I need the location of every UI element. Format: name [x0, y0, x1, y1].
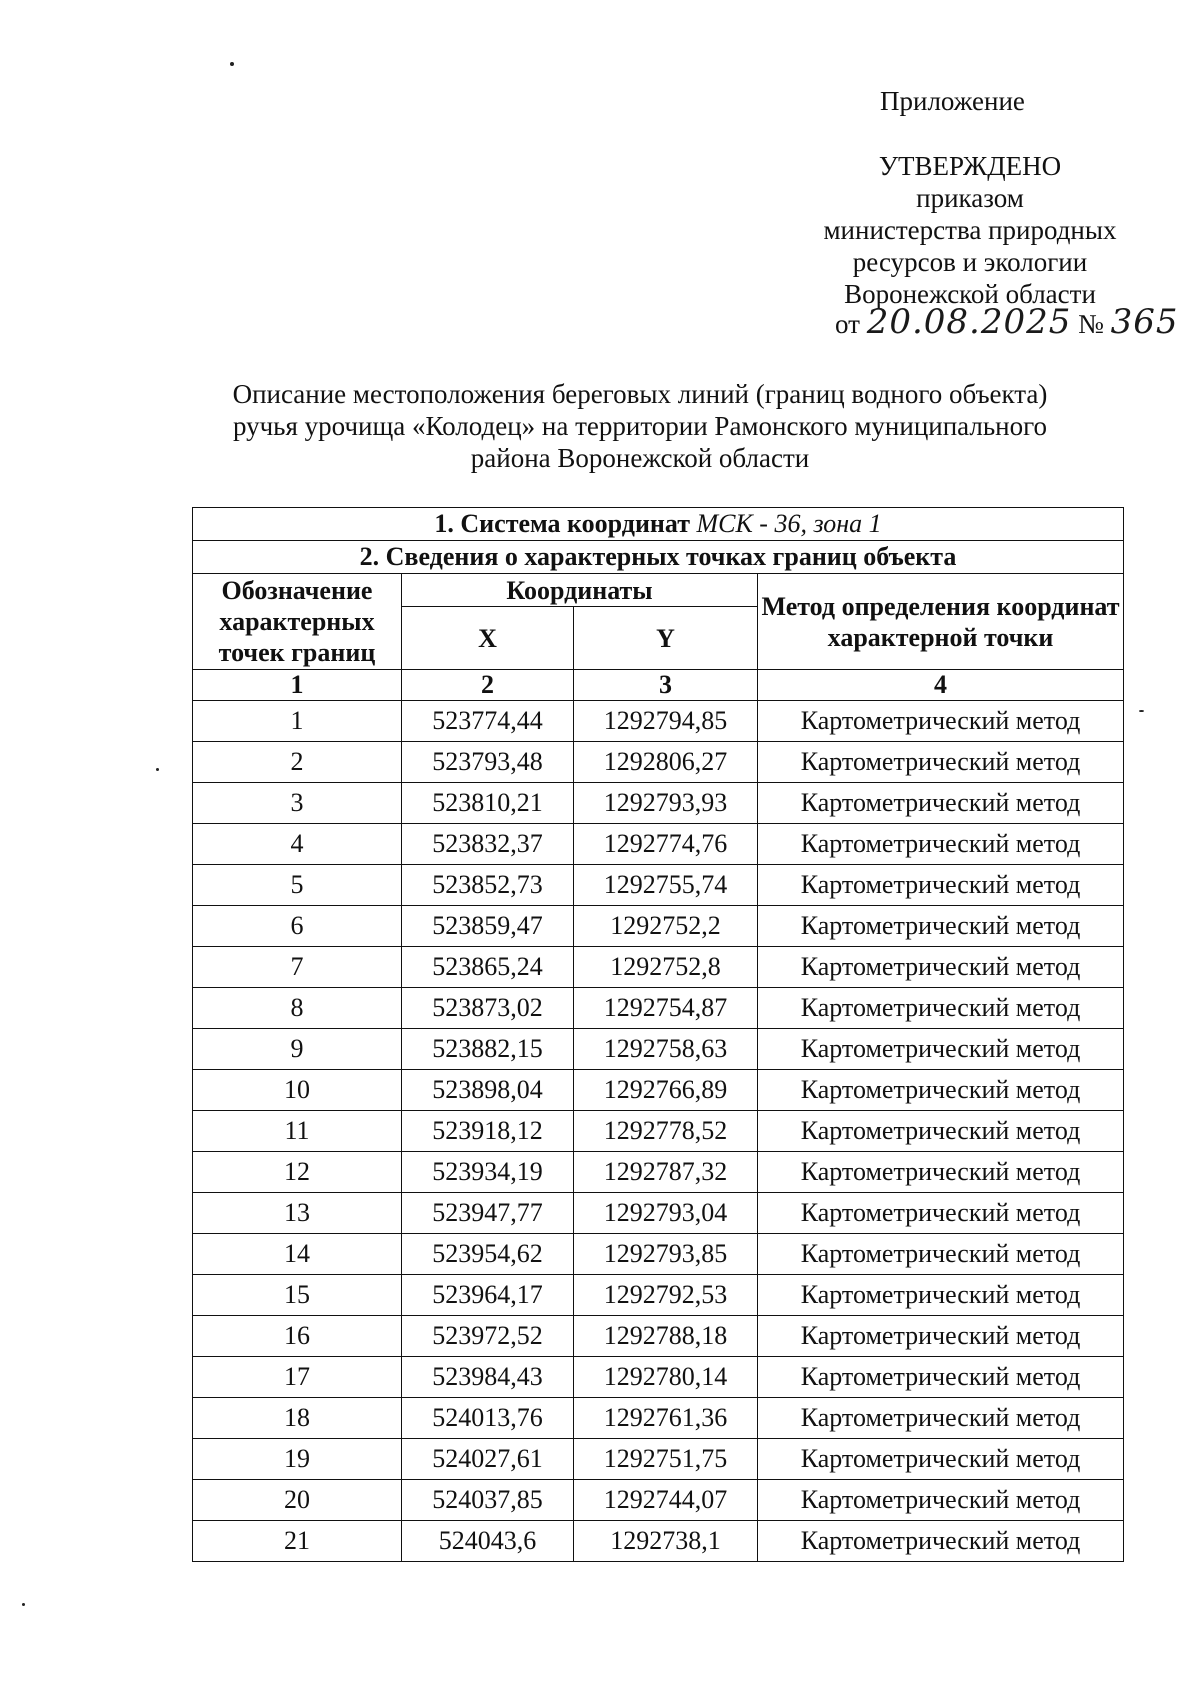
- col-header-y: Y: [574, 607, 758, 670]
- point-number-cell: 20: [193, 1480, 402, 1521]
- table-row: [193, 1070, 1124, 1111]
- col-header-coordinates: Координаты: [402, 574, 758, 607]
- method-cell: Картометрический метод: [758, 1275, 1124, 1316]
- point-number-cell: 9: [193, 1029, 402, 1070]
- point-number-cell: 6: [193, 906, 402, 947]
- y-coordinate-cell: 1292758,63: [574, 1029, 758, 1070]
- method-cell: Картометрический метод: [758, 701, 1124, 742]
- point-number-cell: 11: [193, 1111, 402, 1152]
- section2-label: 2. Сведения о характерных точках границ объекта: [193, 541, 1124, 574]
- point-number-cell: 3: [193, 783, 402, 824]
- point-number-cell: 12: [193, 1152, 402, 1193]
- approval-line: Воронежской области: [844, 279, 1096, 309]
- method-cell: Картометрический метод: [758, 1111, 1124, 1152]
- scan-speck: [1139, 710, 1144, 712]
- section1-value: МСК - 36, зона 1: [696, 509, 882, 538]
- title-line: Описание местоположения береговых линий (границ водного объекта): [232, 379, 1048, 409]
- order-prefix: от: [835, 309, 860, 339]
- point-number-cell: 1: [193, 701, 402, 742]
- approval-line: ресурсов и экологии: [852, 247, 1088, 277]
- x-coordinate-cell: 523832,37: [402, 824, 574, 865]
- table-row: [193, 1480, 1124, 1521]
- y-coordinate-cell: 1292755,74: [574, 865, 758, 906]
- point-number-cell: 5: [193, 865, 402, 906]
- table-row: [193, 1029, 1124, 1070]
- y-coordinate-cell: 1292761,36: [574, 1398, 758, 1439]
- x-coordinate-cell: 523947,77: [402, 1193, 574, 1234]
- table-row: [193, 1316, 1124, 1357]
- table-row: [193, 824, 1124, 865]
- point-number-cell: 16: [193, 1316, 402, 1357]
- order-line: [835, 302, 1179, 342]
- order-number-prefix: №: [1078, 309, 1104, 339]
- table-row: [193, 1275, 1124, 1316]
- table-row: [193, 1234, 1124, 1275]
- x-coordinate-cell: 523954,62: [402, 1234, 574, 1275]
- col-number: 1: [193, 670, 402, 701]
- point-number-cell: 19: [193, 1439, 402, 1480]
- x-coordinate-cell: 524013,76: [402, 1398, 574, 1439]
- table-row: [193, 742, 1124, 783]
- method-cell: Картометрический метод: [758, 1521, 1124, 1562]
- title-line: ручья урочища «Колодец» на территории Рамонского муниципального: [232, 411, 1048, 441]
- y-coordinate-cell: 1292752,8: [574, 947, 758, 988]
- approval-line: УТВЕРЖДЕНО: [878, 151, 1062, 181]
- column-numbers-row: [193, 670, 1124, 701]
- x-coordinate-cell: 523882,15: [402, 1029, 574, 1070]
- point-number-cell: 7: [193, 947, 402, 988]
- y-coordinate-cell: 1292793,93: [574, 783, 758, 824]
- x-coordinate-cell: 523852,73: [402, 865, 574, 906]
- method-cell: Картометрический метод: [758, 824, 1124, 865]
- y-coordinate-cell: 1292793,85: [574, 1234, 758, 1275]
- approval-line: министерства природных: [823, 215, 1117, 245]
- x-coordinate-cell: 523964,17: [402, 1275, 574, 1316]
- x-coordinate-cell: 523793,48: [402, 742, 574, 783]
- y-coordinate-cell: 1292738,1: [574, 1521, 758, 1562]
- y-coordinate-cell: 1292744,07: [574, 1480, 758, 1521]
- method-cell: Картометрический метод: [758, 988, 1124, 1029]
- point-number-cell: 21: [193, 1521, 402, 1562]
- point-number-cell: 13: [193, 1193, 402, 1234]
- method-cell: Картометрический метод: [758, 1439, 1124, 1480]
- method-cell: Картометрический метод: [758, 742, 1124, 783]
- point-number-cell: 8: [193, 988, 402, 1029]
- y-coordinate-cell: 1292780,14: [574, 1357, 758, 1398]
- order-number-handwritten: 365: [1110, 302, 1179, 342]
- x-coordinate-cell: 524037,85: [402, 1480, 574, 1521]
- x-coordinate-cell: 523865,24: [402, 947, 574, 988]
- y-coordinate-cell: 1292787,32: [574, 1152, 758, 1193]
- y-coordinate-cell: 1292774,76: [574, 824, 758, 865]
- method-cell: Картометрический метод: [758, 1316, 1124, 1357]
- table-row: [193, 1193, 1124, 1234]
- point-number-cell: 14: [193, 1234, 402, 1275]
- point-number-cell: 18: [193, 1398, 402, 1439]
- table-row: [193, 783, 1124, 824]
- x-coordinate-cell: 523774,44: [402, 701, 574, 742]
- x-coordinate-cell: 524027,61: [402, 1439, 574, 1480]
- order-date-handwritten: 20.08.2025: [866, 302, 1072, 342]
- y-coordinate-cell: 1292794,85: [574, 701, 758, 742]
- x-coordinate-cell: 523984,43: [402, 1357, 574, 1398]
- y-coordinate-cell: 1292788,18: [574, 1316, 758, 1357]
- table-row: [193, 1521, 1124, 1562]
- x-coordinate-cell: 523810,21: [402, 783, 574, 824]
- y-coordinate-cell: 1292754,87: [574, 988, 758, 1029]
- point-number-cell: 10: [193, 1070, 402, 1111]
- method-cell: Картометрический метод: [758, 1398, 1124, 1439]
- point-number-cell: 15: [193, 1275, 402, 1316]
- table-row: [193, 1439, 1124, 1480]
- approval-line: приказом: [916, 183, 1024, 213]
- col-number: 3: [574, 670, 758, 701]
- point-number-cell: 4: [193, 824, 402, 865]
- x-coordinate-cell: 524043,6: [402, 1521, 574, 1562]
- col-number: 4: [758, 670, 1124, 701]
- y-coordinate-cell: 1292792,53: [574, 1275, 758, 1316]
- method-cell: Картометрический метод: [758, 1029, 1124, 1070]
- y-coordinate-cell: 1292806,27: [574, 742, 758, 783]
- table-row: [193, 988, 1124, 1029]
- section-coordinate-system: [193, 508, 1124, 541]
- y-coordinate-cell: 1292793,04: [574, 1193, 758, 1234]
- y-coordinate-cell: 1292766,89: [574, 1070, 758, 1111]
- table-row: [193, 1357, 1124, 1398]
- scan-speck: [156, 768, 159, 771]
- scan-speck: [230, 62, 234, 66]
- method-cell: Картометрический метод: [758, 1070, 1124, 1111]
- table-row: [193, 865, 1124, 906]
- method-cell: Картометрический метод: [758, 783, 1124, 824]
- x-coordinate-cell: 523934,19: [402, 1152, 574, 1193]
- table-row: [193, 906, 1124, 947]
- method-cell: Картометрический метод: [758, 1152, 1124, 1193]
- col-header-x: X: [402, 607, 574, 670]
- x-coordinate-cell: 523859,47: [402, 906, 574, 947]
- col-header-point-designation: Обозначение характерных точек границ: [193, 574, 402, 670]
- table-row: [193, 701, 1124, 742]
- title-line: района Воронежской области: [470, 443, 810, 473]
- section1-label: 1. Система координат: [434, 509, 697, 538]
- table-row: [193, 1111, 1124, 1152]
- col-header-method: Метод определения координат характерной точки: [758, 574, 1124, 670]
- x-coordinate-cell: 523873,02: [402, 988, 574, 1029]
- y-coordinate-cell: 1292751,75: [574, 1439, 758, 1480]
- y-coordinate-cell: 1292778,52: [574, 1111, 758, 1152]
- method-cell: Картометрический метод: [758, 1193, 1124, 1234]
- method-cell: Картометрический метод: [758, 1234, 1124, 1275]
- col-number: 2: [402, 670, 574, 701]
- scan-speck: [22, 1603, 25, 1606]
- point-number-cell: 17: [193, 1357, 402, 1398]
- method-cell: Картометрический метод: [758, 1480, 1124, 1521]
- table-row: [193, 947, 1124, 988]
- appendix-label: Приложение: [880, 86, 1025, 116]
- method-cell: Картометрический метод: [758, 1357, 1124, 1398]
- x-coordinate-cell: 523918,12: [402, 1111, 574, 1152]
- method-cell: Картометрический метод: [758, 947, 1124, 988]
- y-coordinate-cell: 1292752,2: [574, 906, 758, 947]
- method-cell: Картометрический метод: [758, 865, 1124, 906]
- section-points-info: [193, 541, 1124, 574]
- document-title: [200, 378, 1080, 474]
- method-cell: Картометрический метод: [758, 906, 1124, 947]
- coordinates-table: [192, 507, 1124, 1562]
- x-coordinate-cell: 523972,52: [402, 1316, 574, 1357]
- table-row: [193, 1152, 1124, 1193]
- point-number-cell: 2: [193, 742, 402, 783]
- table-row: [193, 1398, 1124, 1439]
- x-coordinate-cell: 523898,04: [402, 1070, 574, 1111]
- approval-block: [760, 150, 1180, 310]
